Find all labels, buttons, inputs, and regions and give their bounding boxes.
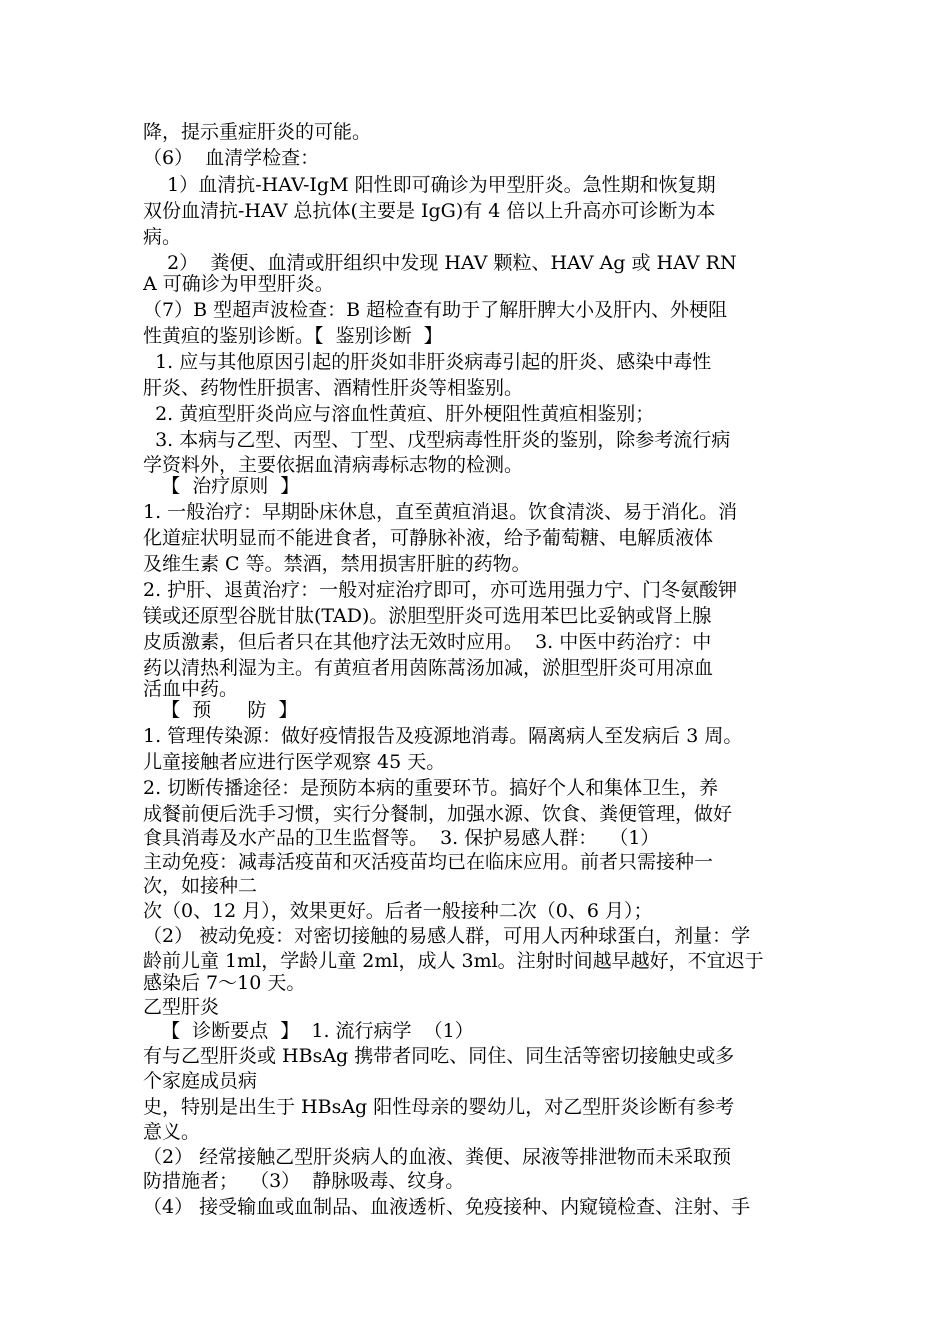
- text-line: 2） 粪便、血清或肝组织中发现 HAV 颗粒、HAV Ag 或 HAV RN: [143, 252, 737, 274]
- text-line: 有与乙型肝炎或 HBsAg 携带者同吃、同住、同生活等密切接触史或多: [143, 1045, 735, 1067]
- text-line: 降，提示重症肝炎的可能。: [143, 121, 372, 143]
- text-line: 学资料外，主要依据血清病毒标志物的检测。: [143, 454, 524, 476]
- text-line: 及维生素 C 等。禁酒，禁用损害肝脏的药物。: [143, 553, 531, 575]
- text-line: 病。: [143, 226, 182, 248]
- section-heading: 【 预 防 】: [143, 699, 298, 721]
- text-line: 意义。: [143, 1121, 201, 1143]
- section-title: 乙型肝炎: [143, 996, 220, 1018]
- text-line: 活血中药。: [143, 678, 239, 700]
- text-line: （2） 经常接触乙型肝炎病人的血液、粪便、尿液等排泄物而未采取预: [143, 1146, 732, 1168]
- text-line: 1. 管理传染源：做好疫情报告及疫源地消毒。隔离病人至发病后 3 周。: [143, 725, 743, 747]
- text-line: 双份血清抗-HAV 总抗体(主要是 IgG)有 4 倍以上升高亦可诊断为本: [143, 200, 716, 222]
- text-line: 食具消毒及水产品的卫生监督等。 3. 保护易感人群： （1）: [143, 827, 660, 849]
- section-heading: 【 诊断要点 】 1. 流行病学 （1）: [143, 1020, 474, 1042]
- text-line: A 可确诊为甲型肝炎。: [143, 273, 334, 295]
- text-line: （2） 被动免疫：对密切接触的易感人群，可用人丙种球蛋白，剂量：学: [143, 925, 751, 947]
- text-line: 主动免疫：减毒活疫苗和灭活疫苗均已在临床应用。前者只需接种一: [143, 851, 714, 873]
- text-line: （7）B 型超声波检查：B 超检查有助于了解肝脾大小及肝内、外梗阻: [143, 299, 728, 321]
- text-line: 镁或还原型谷胱甘肽(TAD)。淤胆型肝炎可选用苯巴比妥钠或肾上腺: [143, 605, 712, 627]
- text-line: 化道症状明显而不能进食者，可静脉补液，给予葡萄糖、电解质液体: [143, 527, 714, 549]
- text-line: 个家庭成员病: [143, 1070, 258, 1092]
- text-line: 1. 应与其他原因引起的肝炎如非肝炎病毒引起的肝炎、感染中毒性: [143, 351, 712, 373]
- text-line: （4） 接受输血或血制品、血液透析、免疫接种、内窥镜检查、注射、手: [143, 1196, 751, 1218]
- text-line: 1）血清抗-HAV-IgM 阳性即可确诊为甲型肝炎。急性期和恢复期: [143, 174, 716, 196]
- text-line: 药以清热利湿为主。有黄疸者用茵陈蒿汤加减，淤胆型肝炎可用凉血: [143, 657, 714, 679]
- text-line: （6） 血清学检查：: [143, 147, 320, 169]
- text-line: 皮质激素，但后者只在其他疗法无效时应用。 3. 中医中药治疗：中: [143, 631, 712, 653]
- text-line: 龄前儿童 1ml，学龄儿童 2ml，成人 3ml。注射时间越早越好，不宜迟于: [143, 950, 764, 972]
- text-line: 肝炎、药物性肝损害、酒精性肝炎等相鉴别。: [143, 377, 524, 399]
- text-line: 1. 一般治疗：早期卧床休息，直至黄疸消退。饮食清淡、易于消化。消: [143, 501, 738, 523]
- text-line: 次，如接种二: [143, 875, 258, 897]
- text-line: 防措施者； （3） 静脉吸毒、纹身。: [143, 1170, 465, 1192]
- text-line: 儿童接触者应进行医学观察 45 天。: [143, 751, 446, 773]
- text-line: 史，特别是出生于 HBsAg 阳性母亲的婴幼儿，对乙型肝炎诊断有参考: [143, 1096, 735, 1118]
- text-line: 感染后 7～10 天。: [143, 972, 306, 994]
- text-line: 2. 切断传播途径：是预防本病的重要环节。搞好个人和集体卫生，养: [143, 777, 719, 799]
- text-line: 性黄疸的鉴别诊断。【 鉴别诊断 】: [143, 325, 443, 347]
- text-line: 2. 护肝、退黄治疗：一般对症治疗即可，亦可选用强力宁、门冬氨酸钾: [143, 579, 738, 601]
- section-heading: 【 治疗原则 】: [143, 475, 300, 497]
- text-line: 3. 本病与乙型、丙型、丁型、戊型病毒性肝炎的鉴别，除参考流行病: [143, 429, 731, 451]
- text-line: 次（0、12 月），效果更好。后者一般接种二次（0、6 月）；: [143, 900, 653, 922]
- text-line: 2. 黄疸型肝炎尚应与溶血性黄疸、肝外梗阻性黄疸相鉴别；: [143, 403, 655, 425]
- text-line: 成餐前便后洗手习惯，实行分餐制，加强水源、饮食、粪便管理，做好: [143, 803, 733, 825]
